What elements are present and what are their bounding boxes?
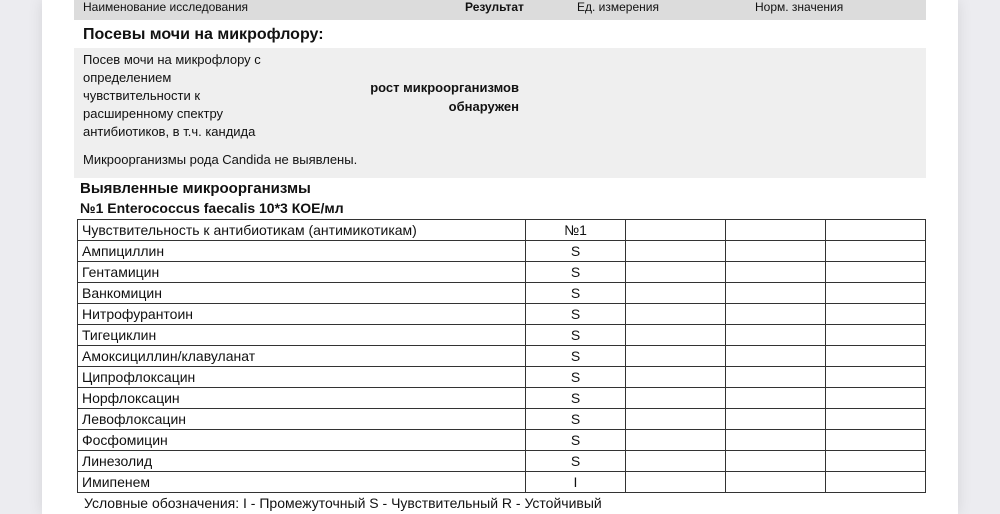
empty-cell — [726, 262, 826, 283]
antibiotic-name: Тигециклин — [78, 325, 526, 346]
empty-cell — [726, 388, 826, 409]
section-title: Посевы мочи на микрофлору: — [83, 26, 324, 43]
table-row — [78, 346, 926, 367]
table-row — [78, 430, 926, 451]
antibiotic-name: Амоксициллин/клавуланат — [78, 346, 526, 367]
empty-cell — [726, 220, 826, 241]
empty-cell — [826, 262, 926, 283]
antibiotic-name: Норфлоксацин — [78, 388, 526, 409]
table-row — [78, 367, 926, 388]
empty-cell — [826, 388, 926, 409]
table-header-label: Чувствительность к антибиотикам (антимикотикам) — [78, 220, 526, 241]
empty-cell — [826, 283, 926, 304]
table-row — [78, 325, 926, 346]
legend: Условные обозначения: I - Промежуточный S - Чувствительный R - Устойчивый — [84, 495, 602, 511]
empty-cell — [626, 472, 726, 493]
antibiotic-name: Имипенем — [78, 472, 526, 493]
empty-cell — [626, 325, 726, 346]
empty-cell — [726, 367, 826, 388]
antibiotic-name: Левофлоксацин — [78, 409, 526, 430]
culture-result-block — [74, 48, 926, 178]
empty-cell — [626, 262, 726, 283]
sensitivity-value: I — [526, 472, 626, 493]
antibiotic-name: Ципрофлоксацин — [78, 367, 526, 388]
sensitivity-value: S — [526, 262, 626, 283]
empty-cell — [826, 451, 926, 472]
header-name-label: Наименование исследования — [83, 0, 249, 14]
empty-cell — [826, 367, 926, 388]
empty-cell — [826, 325, 926, 346]
empty-cell — [626, 367, 726, 388]
empty-cell — [626, 451, 726, 472]
antibiotic-name: Ампициллин — [78, 241, 526, 262]
empty-cell — [726, 241, 826, 262]
empty-cell — [626, 220, 726, 241]
empty-cell — [826, 346, 926, 367]
empty-cell — [626, 241, 726, 262]
empty-cell — [626, 346, 726, 367]
empty-cell — [726, 409, 826, 430]
table-row — [78, 409, 926, 430]
sensitivity-value: S — [526, 346, 626, 367]
antibiotic-name: Линезолид — [78, 451, 526, 472]
empty-cell — [726, 346, 826, 367]
sensitivity-value: S — [526, 367, 626, 388]
sensitivity-value: S — [526, 430, 626, 451]
table-row — [78, 304, 926, 325]
empty-cell — [726, 304, 826, 325]
table-row — [78, 241, 926, 262]
empty-cell — [626, 409, 726, 430]
table-header-col: №1 — [526, 220, 626, 241]
empty-cell — [626, 283, 726, 304]
sensitivity-value: S — [526, 325, 626, 346]
header-result-label: Результат — [465, 0, 524, 14]
sensitivity-value: S — [526, 304, 626, 325]
table-row — [78, 283, 926, 304]
empty-cell — [826, 304, 926, 325]
header-norm-label: Норм. значения — [755, 0, 844, 14]
antibiotic-name: Нитрофурантоин — [78, 304, 526, 325]
sensitivity-value: S — [526, 241, 626, 262]
empty-cell — [626, 430, 726, 451]
results-header-bar — [74, 0, 926, 20]
empty-cell — [726, 430, 826, 451]
table-header-row — [78, 220, 926, 241]
empty-cell — [726, 325, 826, 346]
found-microorganisms-title: Выявленные микроорганизмы — [80, 180, 311, 197]
empty-cell — [826, 409, 926, 430]
empty-cell — [626, 304, 726, 325]
empty-cell — [626, 388, 726, 409]
candida-note: Микроорганизмы рода Candida не выявлены. — [83, 152, 358, 167]
sensitivity-value: S — [526, 409, 626, 430]
header-unit-label: Ед. измерения — [577, 0, 659, 14]
test-name: Посев мочи на микрофлору с определением чувствительности к расширенному спектру антибиотиков, в т.ч. кандида — [83, 52, 261, 139]
antibiotic-name: Ванкомицин — [78, 283, 526, 304]
test-result: рост микроорганизмов обнаружен — [370, 80, 519, 114]
sensitivity-value: S — [526, 283, 626, 304]
empty-cell — [726, 472, 826, 493]
empty-cell — [726, 451, 826, 472]
empty-cell — [826, 220, 926, 241]
empty-cell — [726, 283, 826, 304]
sensitivity-value: S — [526, 451, 626, 472]
table-row — [78, 451, 926, 472]
table-row — [78, 262, 926, 283]
antibiotic-sensitivity-table — [77, 219, 926, 493]
antibiotic-name: Гентамицин — [78, 262, 526, 283]
empty-cell — [826, 472, 926, 493]
empty-cell — [826, 430, 926, 451]
table-row — [78, 472, 926, 493]
table-row — [78, 388, 926, 409]
sensitivity-value: S — [526, 388, 626, 409]
empty-cell — [826, 241, 926, 262]
organism-line: №1 Enterococcus faecalis 10*3 КОЕ/мл — [80, 200, 344, 216]
antibiotic-name: Фосфомицин — [78, 430, 526, 451]
